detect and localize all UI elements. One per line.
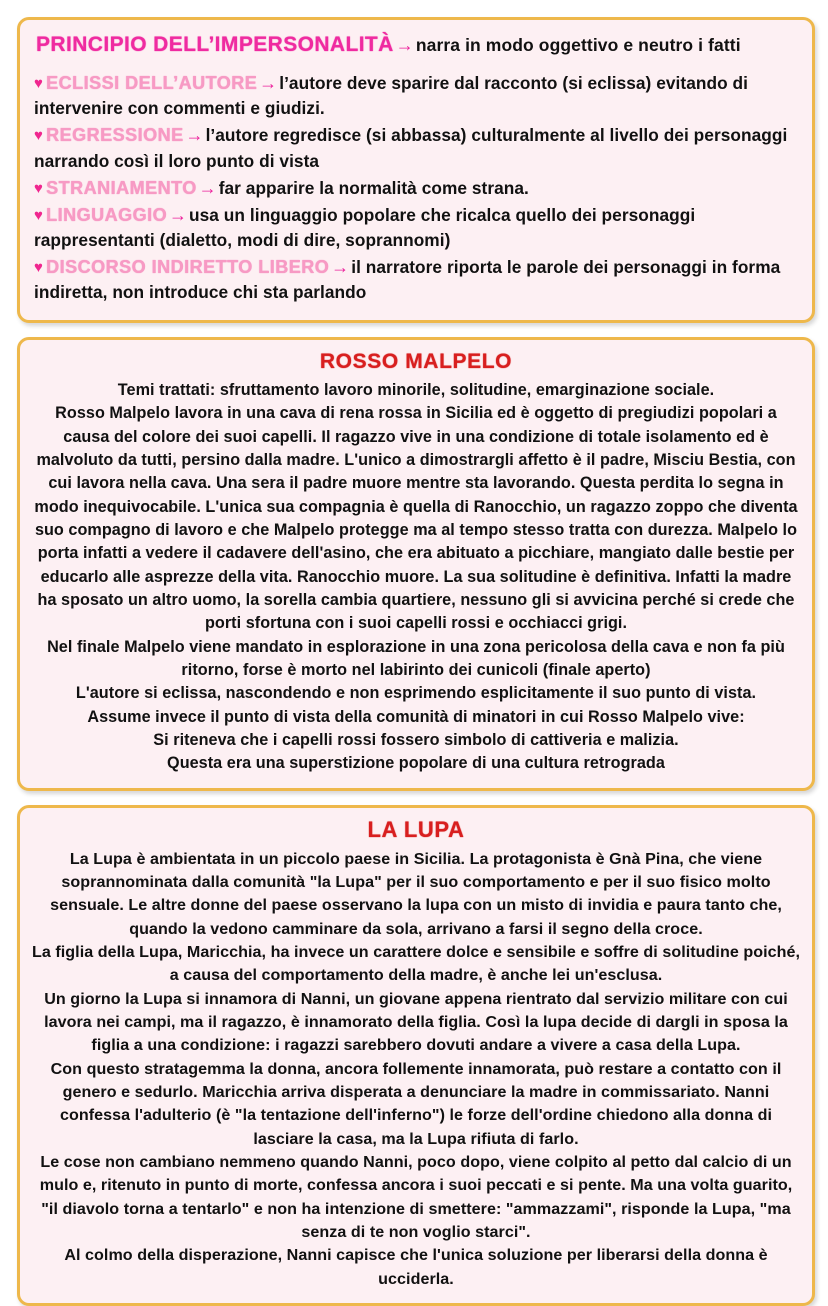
section-title-rosso-malpelo: ROSSO MALPELO xyxy=(319,350,513,374)
paragraph: Temi trattati: sfruttamento lavoro minorile, solitudine, emarginazione sociale. xyxy=(117,381,715,400)
list-item xyxy=(34,254,798,305)
arrow-icon: → xyxy=(331,256,350,277)
paragraph: Rosso Malpelo lavora in una cava di rena rossa in Sicilia ed è oggetto di pregiudizi popolari a causa del colore dei suoi capelli. Il ragazzo vive in una condizione di totale isolamento ed è malvoluto da tutti, persino dalla madre. L'unico a dimostrargli affetto è il padre, Misciu Bestia, con cui lavora nella cava. Una sera il padre muore mentre sta lavorando. Questa perdita lo segna in modo inequivocabile. L'unica sua compagnia è quella di Ranocchio, un ragazzo zoppo che diventa suo compagno di lavoro e che Malpelo protegge ma al tempo stesso tratta con durezza. Malpelo lo porta infatti a vedere il cadavere dell'asino, che era abituato a picchiare, mangiato dalle bestie per educarlo alle asprezze della vita. Ranocchio muore. La sua solitudine è definitiva. Infatti la madre ha sposato un altro uomo, la sorella cambia quartiere, nessuno gli si avvicina perché si crede che porti sfortuna con i suoi capelli rossi e occhiacci grigi. xyxy=(34,404,798,633)
arrow-icon: → xyxy=(168,204,188,225)
principio-title-tail: narra in modo oggettivo e neutro i fatti xyxy=(415,35,741,55)
paragraph: Nel finale Malpelo viene mandato in esplorazione in una zona pericolosa della cava e non fa più ritorno, forse è morto nel labirinto dei cunicoli (finale aperto) xyxy=(47,637,785,679)
list-item xyxy=(34,175,798,201)
paragraph: L'autore si eclissa, nascondendo e non esprimendo esplicitamente il suo punto di vista. xyxy=(75,684,757,703)
heart-icon: ♥ xyxy=(34,258,43,276)
paragraph: Assume invece il punto di vista della comunità di minatori in cui Rosso Malpelo vive: xyxy=(87,707,745,726)
list-item-text: l’autore deve sparire dal racconto (si eclissa) evitando di intervenire con commenti e giudizi. xyxy=(34,73,748,119)
card-rosso-malpelo xyxy=(17,337,815,791)
paragraph: Questa era una superstizione popolare di una cultura retrograda xyxy=(167,754,665,773)
list-item-text: far apparire la normalità come strana. xyxy=(218,177,529,198)
list-item-text: usa un linguaggio popolare che ricalca quello dei personaggi rappresentanti (dialetto, modi di dire, soprannomi) xyxy=(34,204,696,250)
heart-icon: ♥ xyxy=(34,179,43,197)
keyword-linguaggio: LINGUAGGIO xyxy=(45,204,167,225)
principio-title: PRINCIPIO DELL’IMPERSONALITÀ xyxy=(36,33,394,56)
arrow-icon: → xyxy=(198,177,217,198)
paragraph: Con questo stratagemma la donna, ancora follemente innamorata, può restare a contatto con il genero e sedurlo. Maricchia arriva disperata a denunciare la madre in commissariato. Nanni confessa l'adulterio (è "la tentazione dell'inferno") le forze dell'ordine chiedono alla donna di lasciare la casa, ma la Lupa rifiuta di farlo. xyxy=(50,1059,782,1148)
card-la-lupa xyxy=(17,805,815,1306)
card-principio-impersonalita xyxy=(17,17,815,323)
principio-heading xyxy=(36,32,798,58)
list-item-text: il narratore riporta le parole dei personaggi in forma indiretta, non introduce chi sta parlando xyxy=(34,256,781,302)
paragraph: Si riteneva che i capelli rossi fossero simbolo di cattiveria e malizia. xyxy=(153,730,679,749)
paragraph: Un giorno la Lupa si innamora di Nanni, un giovane appena rientrato dal servizio militare con cui lavora nei campi, ma il ragazzo, è innamorato della figlia. Così la lupa decide di dargli in sposa la figlia a una condizione: i ragazzi sarebbero dovuti andare a vivere a casa della Lupa. xyxy=(44,989,788,1055)
arrow-icon: → xyxy=(259,73,278,94)
list-item xyxy=(34,122,798,173)
paragraph: La figlia della Lupa, Maricchia, ha invece un carattere dolce e sensibile e soffre di solitudine poiché, a causa del comportamento della madre, è anche lei un'esclusa. xyxy=(31,942,801,985)
section-title-la-lupa: LA LUPA xyxy=(367,816,465,842)
list-item xyxy=(34,202,798,253)
heart-icon: ♥ xyxy=(34,127,43,145)
keyword-eclissi: ECLISSI DELL’AUTORE xyxy=(45,73,258,94)
paragraph: La Lupa è ambientata in un piccolo paese in Sicilia. La protagonista è Gnà Pina, che viene soprannominata dalla comunità "la Lupa" per il suo comportamento e per il suo fisico molto sensuale. Le altre donne del paese osservano la lupa con un misto di invidia e paura tanto che, quando la vedono camminare da sola, arrivano a farsi il segno della croce. xyxy=(50,849,782,938)
keyword-regressione: REGRESSIONE xyxy=(45,125,184,146)
keyword-discorso-indiretto-libero: DISCORSO INDIRETTO LIBERO xyxy=(45,256,330,277)
keyword-straniamento: STRANIAMENTO xyxy=(45,177,197,198)
arrow-icon: → xyxy=(395,35,414,55)
list-item xyxy=(34,70,798,121)
paragraph: Al colmo della disperazione, Nanni capisce che l'unica soluzione per liberarsi della donna è ucciderla. xyxy=(64,1246,768,1288)
heart-icon: ♥ xyxy=(34,206,43,224)
list-item-text: l’autore regredisce (si abbassa) culturalmente al livello dei personaggi narrando così il loro punto di vista xyxy=(34,125,788,171)
arrow-icon: → xyxy=(185,125,204,146)
heart-icon: ♥ xyxy=(34,75,43,93)
paragraph: Le cose non cambiano nemmeno quando Nanni, poco dopo, viene colpito al petto dal calcio di un mulo e, ritenuto in punto di morte, confessa ancora i suoi peccati e si pente. Ma una volta guarito, "il diavolo torna a tentarlo" e non ha intenzione di smettere: "ammazzami", risponde la Lupa, "ma senza di te non voglio starci". xyxy=(39,1152,793,1241)
